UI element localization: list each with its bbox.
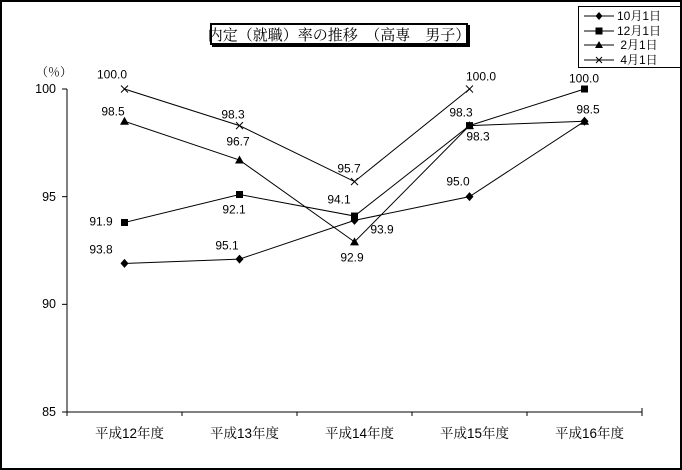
x-category-label: 平成16年度 [554,426,625,441]
legend-item [583,24,680,39]
data-label: 91.9 [89,214,113,229]
legend-item [583,38,680,53]
x-category-label: 平成12年度 [94,426,165,441]
chart-title: 内定（就職）率の推移 （高専 男子） [210,23,468,45]
data-label: 93.8 [89,242,113,257]
square-marker-icon [121,219,128,226]
legend [578,6,681,68]
square-marker-icon [236,191,243,198]
diamond-legend-marker-icon [583,10,617,22]
data-label: 100.0 [96,67,128,82]
legend-item [583,9,680,24]
y-tick-label: 100 [35,82,56,96]
data-label: 94.1 [327,192,351,207]
triangle-legend-marker-icon [583,39,617,51]
legend-item-label: 10月1日 [617,9,662,24]
data-label: 100.0 [465,69,497,84]
y-tick-label: 95 [42,189,56,204]
data-label: 92.9 [340,250,364,265]
data-label: 98.3 [221,107,245,122]
x-category-label: 平成14年度 [324,426,395,441]
data-label: 98.3 [466,129,490,144]
x-legend-marker-icon [583,54,617,66]
data-label: 98.5 [101,104,125,119]
y-tick-label: 85 [42,405,56,419]
square-legend-marker-icon [583,25,617,37]
data-label: 93.9 [370,222,394,237]
y-tick-label: 90 [42,297,56,312]
series-line [125,89,585,223]
data-label: 96.7 [226,134,250,149]
diamond-marker-icon [121,259,129,268]
triangle-marker-icon [235,156,244,164]
data-label: 98.3 [449,105,473,120]
series-line [125,89,473,182]
diamond-marker-icon [236,255,244,264]
data-label: 100.0 [568,71,600,86]
x-category-label: 平成15年度 [439,426,510,441]
data-label: 98.5 [576,102,600,117]
data-label: 95.0 [446,174,470,189]
data-label: 95.7 [337,161,361,176]
data-label: 92.1 [222,202,246,217]
legend-item [583,53,680,68]
square-marker-icon [581,86,588,93]
legend-item-label: 4月1日 [617,52,658,67]
x-category-label: 平成13年度 [209,426,280,441]
legend-item-label: 2月1日 [617,38,658,53]
data-label: 95.1 [215,238,239,253]
diamond-marker-icon [466,192,474,201]
y-axis-unit-label: （％） [36,65,73,79]
square-marker-icon [351,213,358,220]
legend-item-label: 12月1日 [617,23,662,38]
